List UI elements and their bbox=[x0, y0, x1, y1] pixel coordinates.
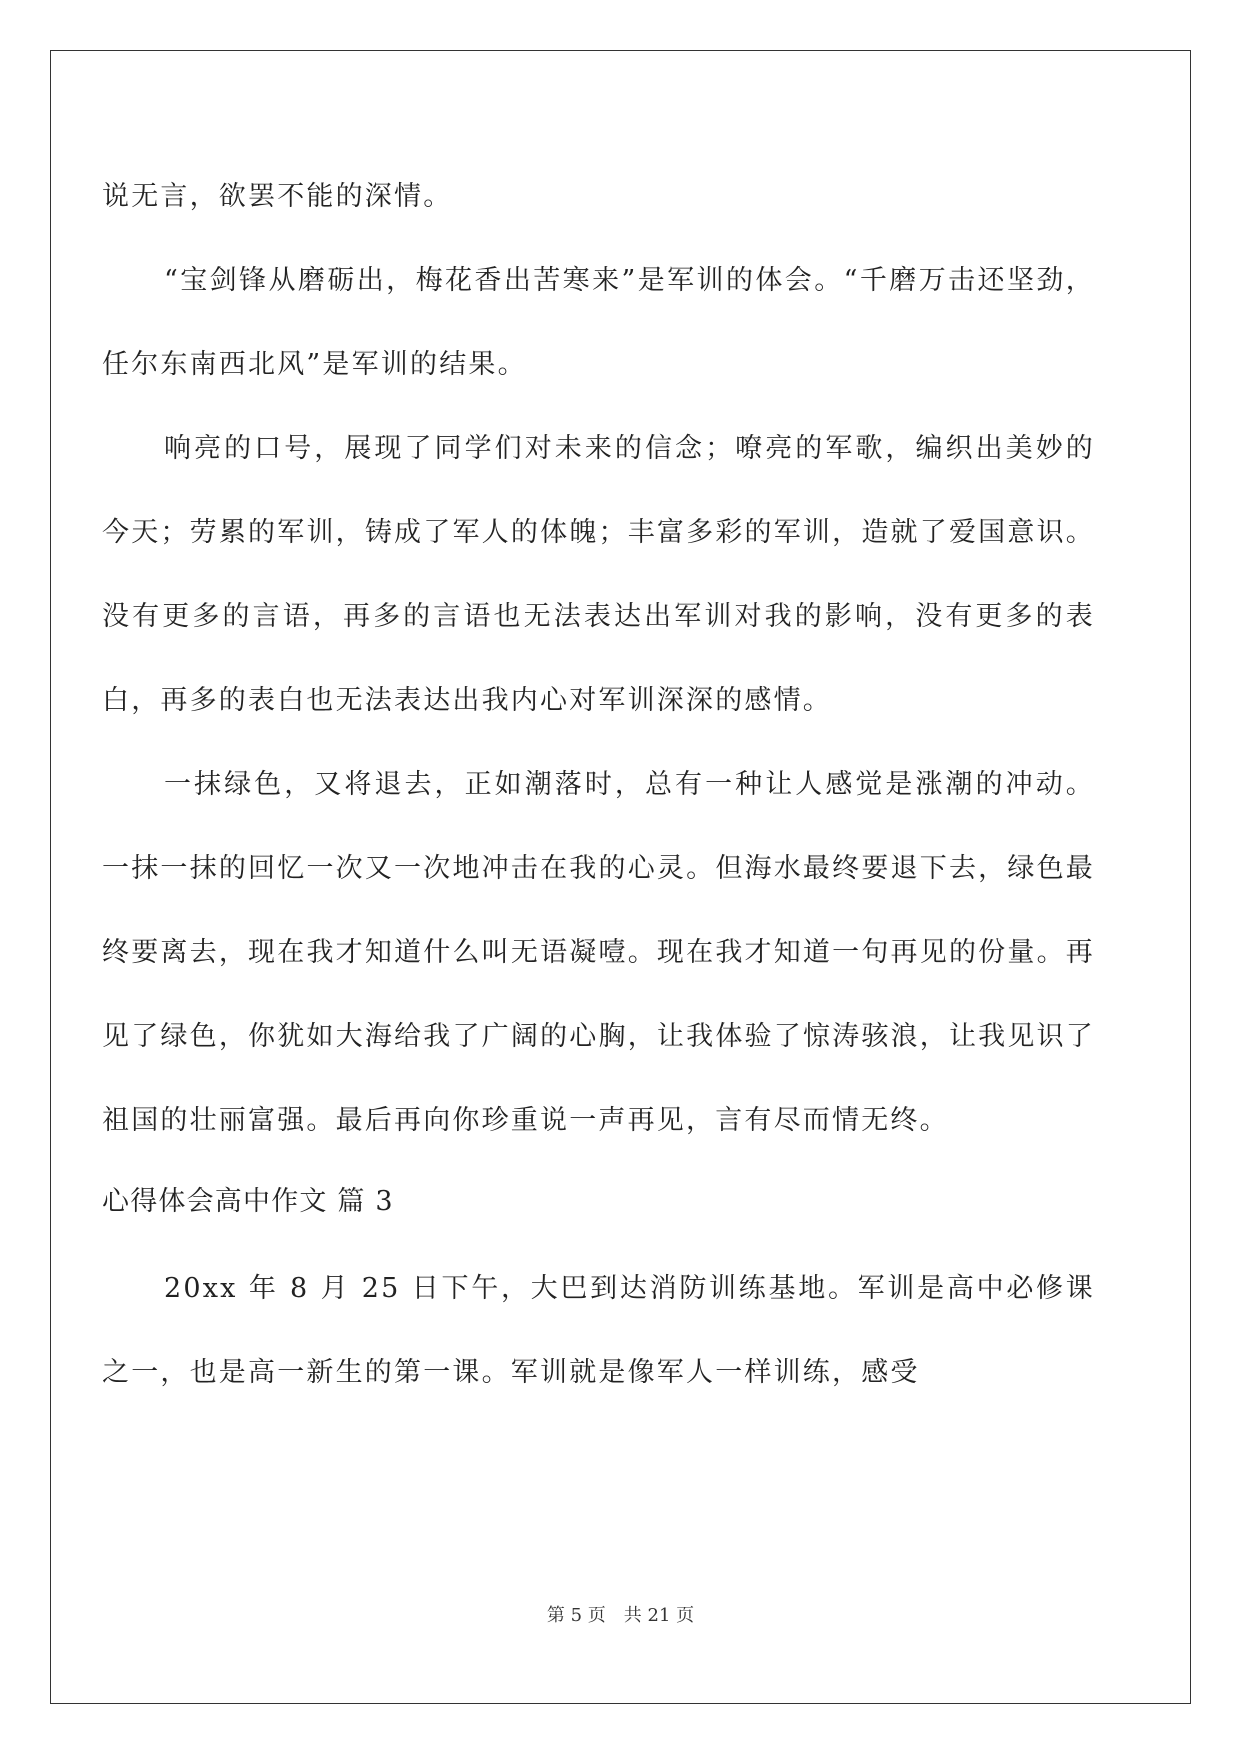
page-number-total: 共 21 页 bbox=[623, 1605, 695, 1626]
section-title: 心得体会高中作文 篇 3 bbox=[102, 1186, 394, 1217]
paragraph-1: 说无言，欲罢不能的深情。 bbox=[102, 181, 453, 212]
page-number-current: 第 5 页 bbox=[546, 1605, 606, 1626]
paragraph-3: 响亮的口号，展现了同学们对未来的信念；嘹亮的军歌，编织出美妙的今天；劳累的军训，铸成了军人的体魄；丰富多彩的军训，造就了爱国意识。没有更多的言语，再多的言语也无法表达出军训对我的影响，没有更多的表白，再多的表白也无法表达出我内心对军训深深的感情。 bbox=[102, 433, 1095, 716]
paragraph-2: “宝剑锋从磨砺出，梅花香出苦寒来”是军训的体会。“千磨万击还坚劲，任尔东南西北风”是军训的结果。 bbox=[102, 265, 1095, 380]
document-body bbox=[102, 155, 1095, 1415]
page-footer bbox=[0, 1601, 1241, 1627]
paragraph-4: 一抹绿色，又将退去，正如潮落时，总有一种让人感觉是涨潮的冲动。一抹一抹的回忆一次又一次地冲击在我的心灵。但海水最终要退下去，绿色最终要离去，现在我才知道什么叫无语凝噎。现在我才知道一句再见的份量。再见了绿色，你犹如大海给我了广阔的心胸，让我体验了惊涛骇浪，让我见识了祖国的壮丽富强。最后再向你珍重说一声再见，言有尽而情无终。 bbox=[102, 769, 1095, 1136]
section-paragraph-1: 20xx 年 8 月 25 日下午，大巴到达消防训练基地。军训是高中必修课之一，也是高一新生的第一课。军训就是像军人一样训练，感受 bbox=[102, 1273, 1095, 1388]
